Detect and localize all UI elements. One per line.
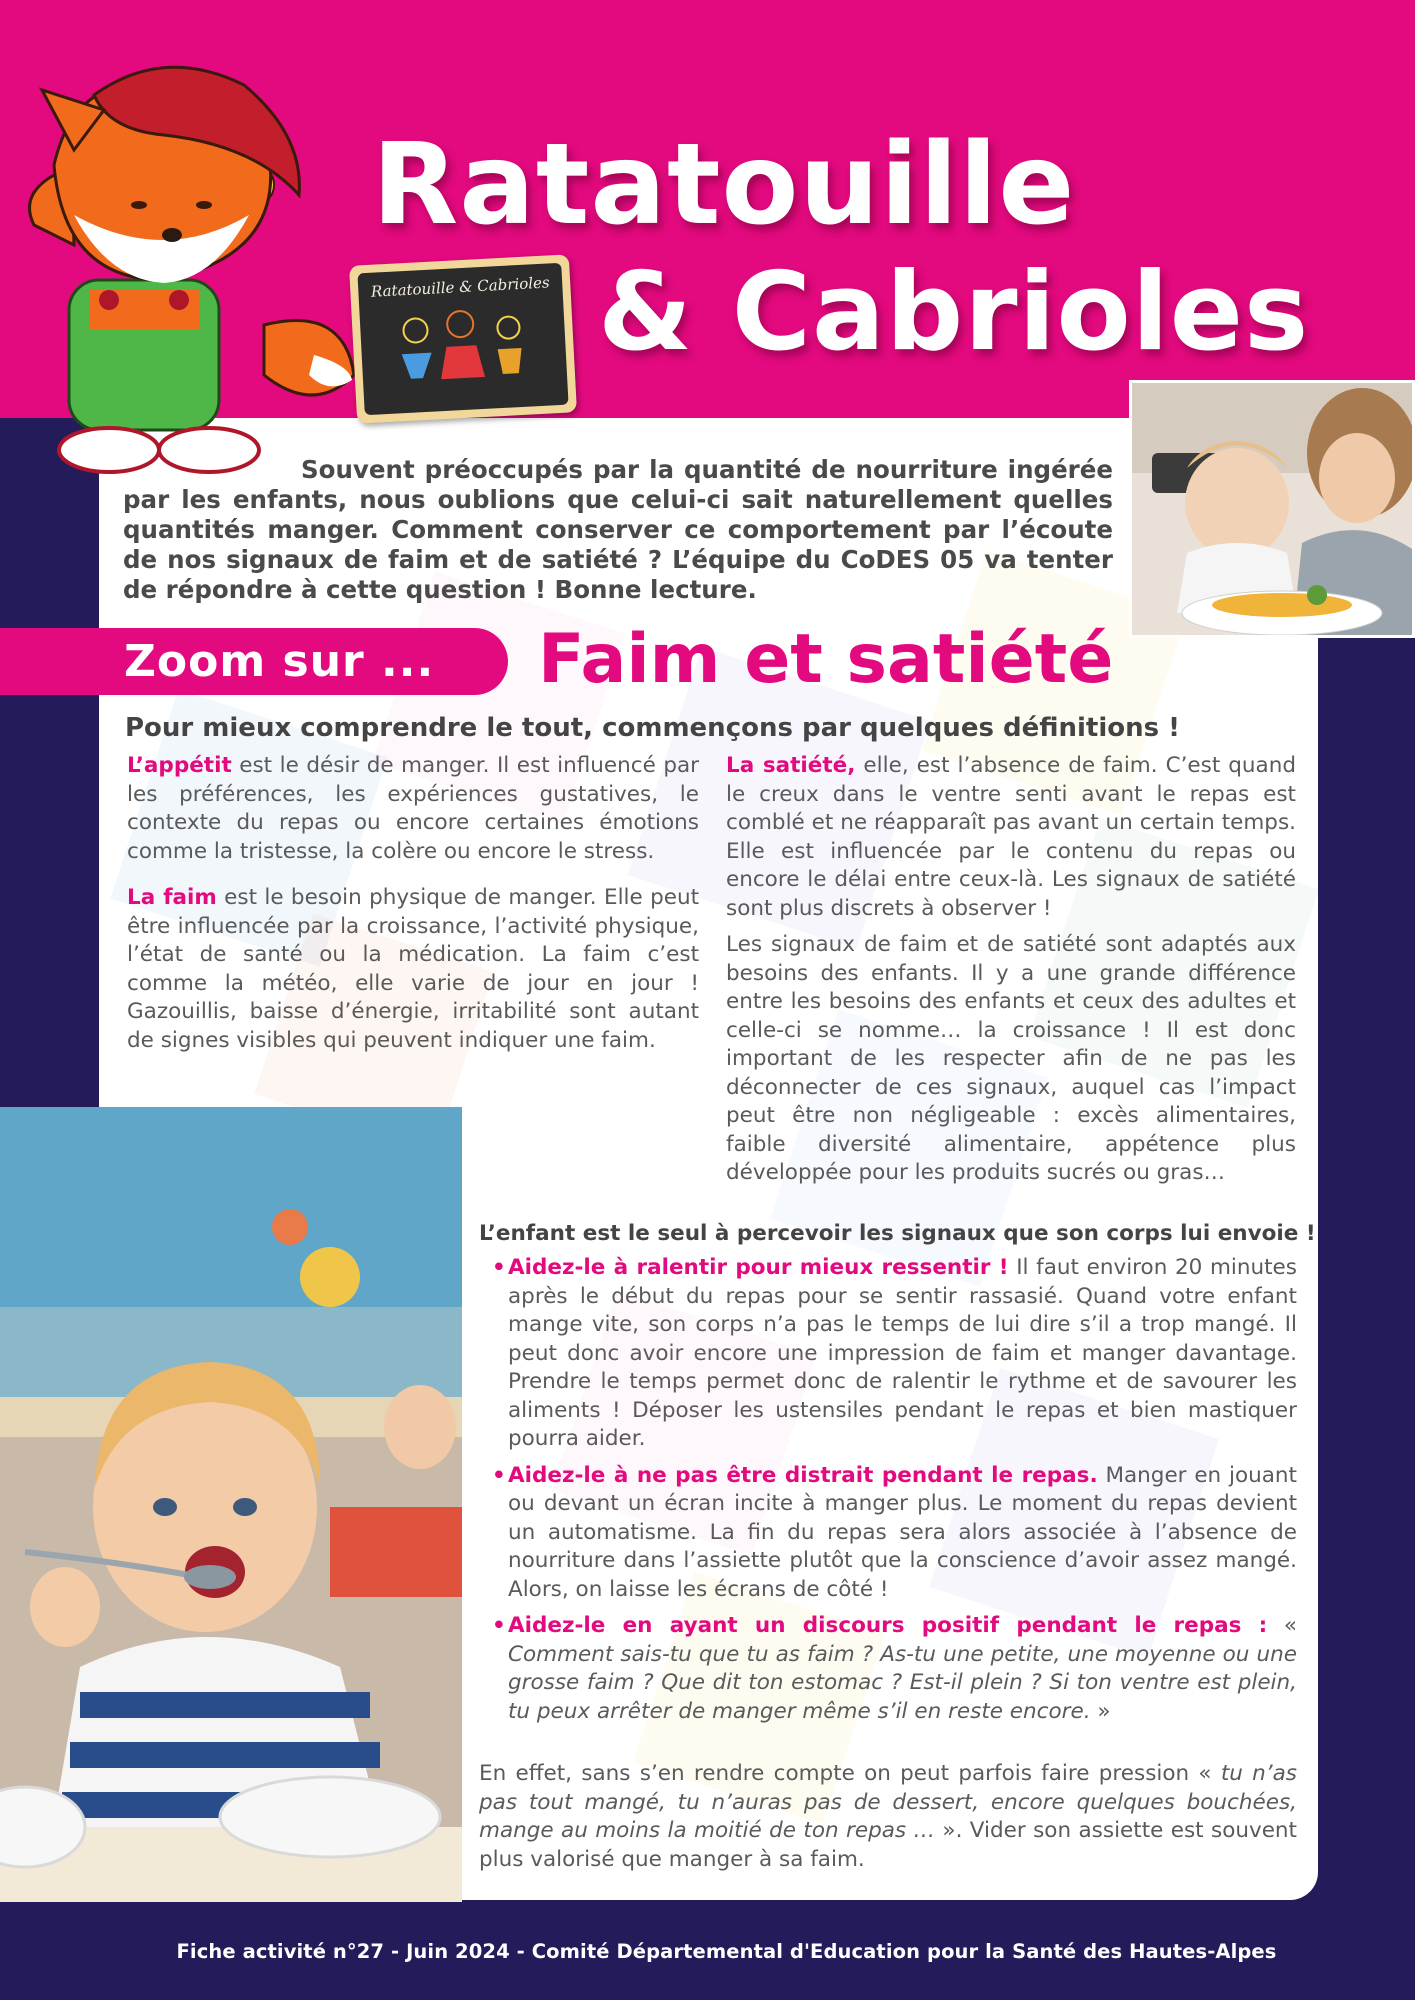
faim-term: La faim [127, 885, 217, 910]
advice-text: « [1267, 1613, 1297, 1638]
list-item [492, 1254, 1297, 1454]
advice-list [492, 1254, 1297, 1734]
satiete-definition [726, 752, 1296, 923]
magazine-title-line2: & Cabrioles [598, 250, 1310, 375]
children-drawing-icon [359, 301, 568, 412]
right-column [726, 752, 1296, 1188]
closing-after: ». Vider son assiette est souvent plus valorisé que manger à sa faim. [479, 1818, 1297, 1872]
chalkboard-logo [349, 254, 577, 423]
closing-before: En effet, sans s’en rendre compte on peut parfois faire pression « [479, 1761, 1221, 1786]
advice-quote: Comment sais-tu que tu as faim ? As-tu une petite, une moyenne ou une grosse faim ? Que dit ton estomac ? Est-il plein ? Si ton ventre est plein, tu peux arrêter de manger même s’il en reste encore. [508, 1641, 1297, 1724]
advice-text: Il faut environ 20 minutes après le début du repas pour se sentir rassasié. Quand votre enfant mange vite, son corps n’a pas le temps de lui dire s’il a trop mangé. Il peut donc avoir encore une impression de faim et manger davantage. Prendre le temps permet donc de ralentir le rythme et de savourer les aliments ! Déposer les ustensiles pendant le repas et bien mastiquer pourra aider. [508, 1255, 1297, 1451]
satiete-text: elle, est l’absence de faim. C’est quand le creux dans le ventre senti avant le repas est comblé et ne réapparaît pas avant un certain temps. Elle est influencée par le contenu du repas ou encore le délai entre ceux-là. Les signaux de satiété sont plus discrets à observer ! [726, 753, 1296, 921]
advice-lead: Aidez-le à ne pas être distrait pendant le repas. [508, 1462, 1098, 1488]
advice-heading: L’enfant est le seul à percevoir les signaux que son corps lui envoie ! [479, 1221, 1316, 1246]
satiete-term: La satiété, [726, 753, 856, 778]
advice-text: Manger en jouant ou devant un écran incite à manger plus. Le moment du repas devient un automatisme. La fin du repas sera alors associée à l’absence de nourriture dans l’assiette plutôt que la conscience d’avoir assez mangé. Alors, on laisse les écrans de côté ! [508, 1462, 1297, 1602]
intro-paragraph: Souvent préoccupés par la quantité de nourriture ingérée par les enfants, nous oublions que celui-ci sait naturellement quelles quantités manger. Comment conserver ce comportement par l’écoute de nos signaux de faim et de satiété ? L’équipe du CoDES 05 va tenter de répondre à cette question ! Bonne lecture. [123, 455, 1113, 604]
mother-feeding-baby-photo [1129, 380, 1415, 638]
signaux-paragraph: Les signaux de faim et de satiété sont adaptés aux besoins des enfants. Il y a une grande différence entre les besoins des enfants et ceux des adultes et celle-ci se nomme… la croissance ! Il est donc important de les respecter afin de ne pas les déconnecter de ces signaux, auquel cas l’impact peut être non négligeable : excès alimentaires, faible diversité alimentaire, appétence plus développée pour les produits sucrés ou gras… [726, 932, 1296, 1185]
advice-lead: Aidez-le à ralentir pour mieux ressentir ! [508, 1255, 1009, 1280]
appetit-term: L’appétit [127, 753, 232, 778]
section-title: Faim et satiété [538, 620, 1114, 699]
logo-text: Ratatouille & Cabrioles [370, 273, 551, 301]
child-eating-photo [0, 1107, 462, 1902]
closing-paragraph [479, 1760, 1297, 1874]
left-column [127, 752, 699, 1055]
bullet-icon: • [492, 1462, 506, 1488]
fox-mascot-illustration [14, 55, 359, 480]
bullet-icon: • [492, 1255, 506, 1280]
faim-text: est le besoin physique de manger. Elle peut être influencée par la croissance, l’activité physique, l’état de santé ou la médication. La faim c’est comme la météo, elle varie de jour en jour ! Gazouillis, baisse d’énergie, irritabilité sont autant de signes visibles qui peuvent indiquer une faim. [127, 885, 700, 1053]
list-item [492, 1462, 1297, 1605]
zoom-label: Zoom sur ... [124, 636, 435, 687]
closing-quote: tu n’as pas tout mangé, tu n’auras pas de dessert, encore quelques bouchées, mange au moins la moitié de ton repas … [479, 1761, 1298, 1843]
bullet-icon: • [492, 1613, 506, 1638]
magazine-title-line1: Ratatouille [372, 120, 1076, 250]
list-item [492, 1612, 1297, 1726]
footer-credit: Fiche activité n°27 - Juin 2024 - Comité Départemental d'Education pour la Santé des Hautes-Alpes [176, 1940, 1277, 1963]
advice-lead: Aidez-le en ayant un discours positif pendant le repas : [508, 1613, 1268, 1638]
advice-quote-end: » [1090, 1698, 1111, 1724]
appetit-definition [127, 752, 699, 866]
faim-definition [127, 884, 699, 1055]
definitions-subheading: Pour mieux comprendre le tout, commençons par quelques définitions ! [125, 713, 1181, 743]
appetit-text: est le désir de manger. Il est influencé par les préférences, les expériences gustatives, le contexte du repas ou encore certaines émotions comme la tristesse, la colère ou encore le stress. [127, 753, 699, 864]
